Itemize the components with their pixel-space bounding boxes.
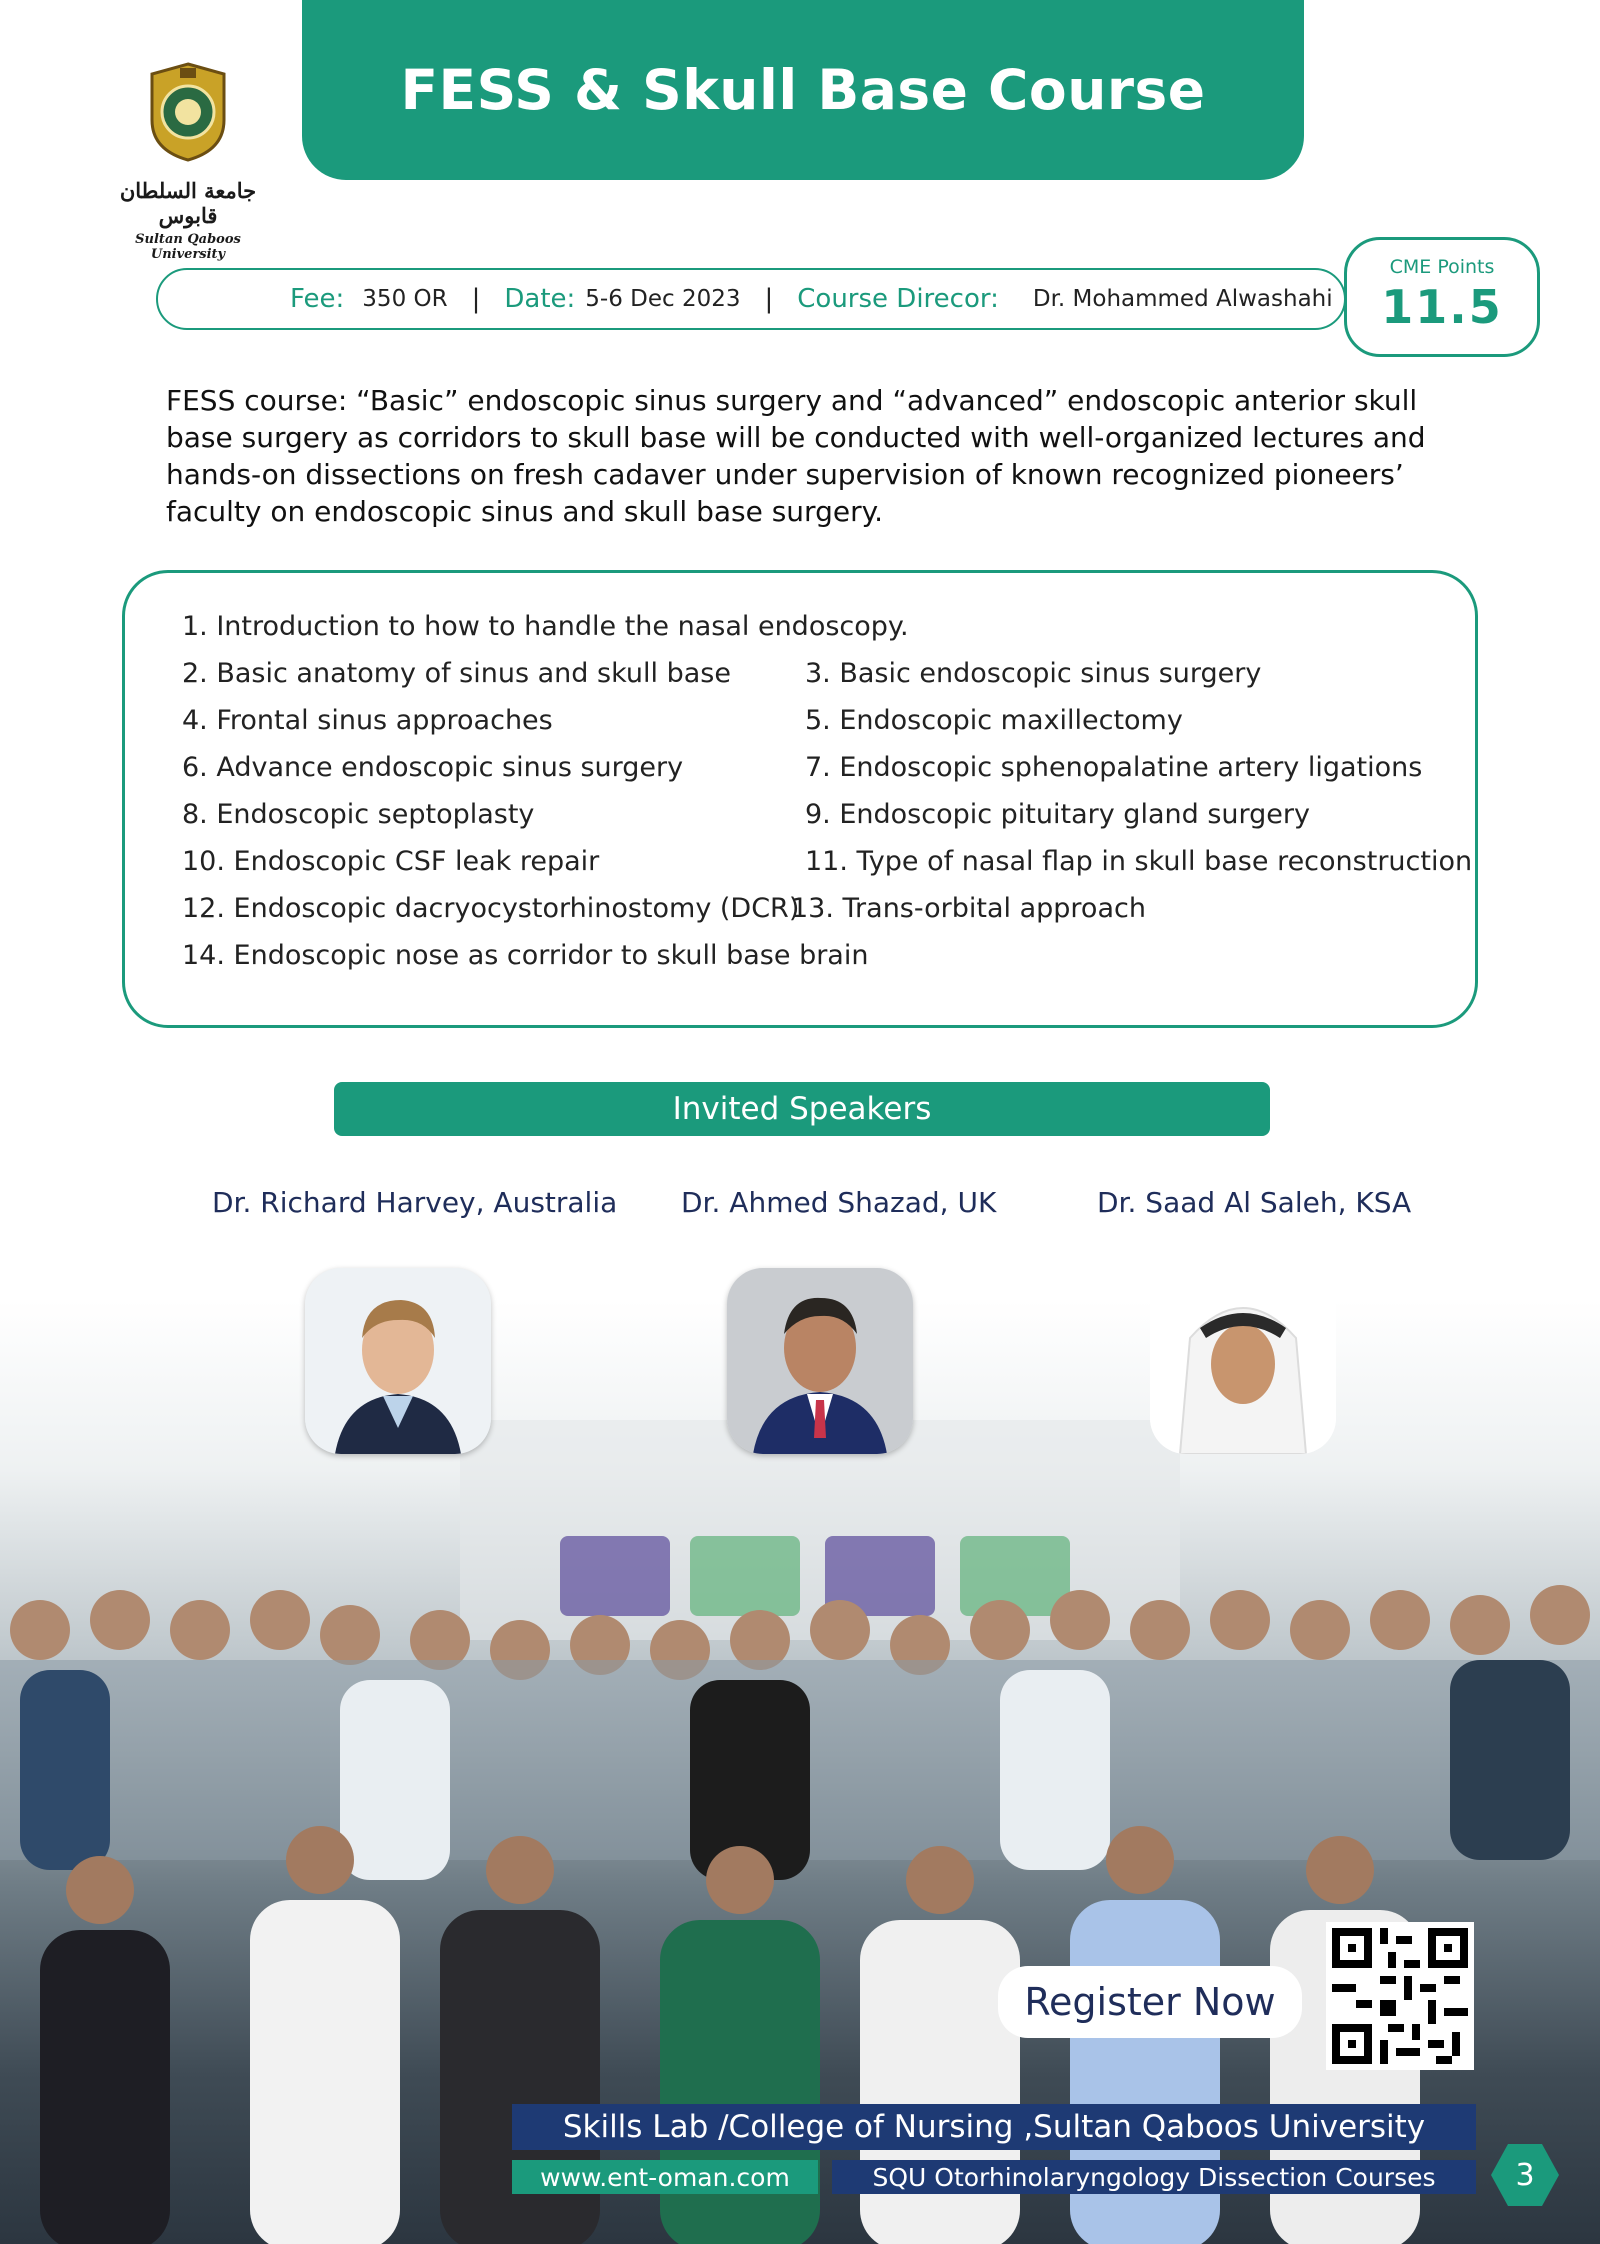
title-banner (302, 0, 1304, 180)
speaker-name: Dr. Ahmed Shazad, UK (681, 1186, 997, 1219)
topic-item: 2. Basic anatomy of sinus and skull base (182, 658, 731, 689)
logo-arabic-text: جامعة السلطان قابوس (119, 178, 257, 228)
university-seal-icon (144, 60, 232, 164)
course-description: FESS course: “Basic” endoscopic sinus surgery and “advanced” endoscopic anterior skull base surgery as corridors to skull base will be conducted with well-organized lectures and hands-on dissections on fresh cadaver under supervision of known recognized pioneers’ faculty on endoscopic sinus and skull base surgery. (166, 384, 1426, 528)
course-info-bar (156, 268, 1346, 330)
topic-item: 7. Endoscopic sphenopalatine artery ligations (805, 752, 1423, 783)
course-title: FESS & Skull Base Course (400, 58, 1206, 122)
topic-item: 4. Frontal sinus approaches (182, 705, 553, 736)
speaker-name: Dr. Richard Harvey, Australia (212, 1186, 618, 1219)
separator: | (764, 284, 774, 314)
topic-item: 10. Endoscopic CSF leak repair (182, 846, 600, 877)
cme-points-badge (1344, 237, 1540, 357)
topic-item: 8. Endoscopic septoplasty (182, 799, 535, 830)
topic-item: 13. Trans-orbital approach (791, 893, 1146, 924)
venue-bar: Skills Lab /College of Nursing ,Sultan Qaboos University (512, 2104, 1476, 2150)
topics-list (122, 570, 1478, 1028)
date-label: Date: (504, 284, 576, 314)
invited-speakers-heading: Invited Speakers (334, 1082, 1270, 1136)
topic-item: 3. Basic endoscopic sinus surgery (805, 658, 1262, 689)
page-number: 3 (1515, 2157, 1535, 2193)
page-number-badge (1490, 2142, 1560, 2208)
topic-item: 12. Endoscopic dacryocystorhinostomy (DCR) (182, 893, 800, 924)
speaker-photo (305, 1268, 491, 1454)
topic-item: 11. Type of nasal flap in skull base reconstruction (805, 846, 1473, 877)
person-avatar-icon (727, 1268, 913, 1454)
separator: | (471, 284, 481, 314)
person-avatar-icon (1150, 1268, 1336, 1454)
topic-item: 9. Endoscopic pituitary gland surgery (805, 799, 1310, 830)
register-now-button[interactable]: Register Now (998, 1966, 1302, 2038)
speaker-photo (1150, 1268, 1336, 1454)
fee-value: 350 OR (362, 286, 448, 312)
logo-english-text: Sultan Qaboos University (135, 232, 241, 262)
topic-item: 5. Endoscopic maxillectomy (805, 705, 1183, 736)
topic-item: 14. Endoscopic nose as corridor to skull base brain (182, 940, 869, 971)
topic-item: 1. Introduction to how to handle the nasal endoscopy. (182, 611, 909, 642)
course-series-label: SQU Otorhinolaryngology Dissection Courses (832, 2160, 1476, 2194)
topic-item: 6. Advance endoscopic sinus surgery (182, 752, 684, 783)
cme-value: 11.5 (1381, 280, 1503, 334)
speaker-photo (727, 1268, 913, 1454)
cme-label: CME Points (1389, 256, 1495, 278)
speaker-name: Dr. Saad Al Saleh, KSA (1097, 1186, 1412, 1219)
qr-code-icon[interactable] (1326, 1922, 1474, 2070)
person-avatar-icon (305, 1268, 491, 1454)
university-logo (108, 60, 268, 262)
director-value: Dr. Mohammed Alwashahi (1032, 286, 1333, 312)
fee-label: Fee: (290, 284, 345, 314)
website-link[interactable]: www.ent-oman.com (512, 2160, 818, 2194)
date-value: 5-6 Dec 2023 (585, 286, 741, 312)
director-label: Course Direcor: (797, 284, 999, 314)
